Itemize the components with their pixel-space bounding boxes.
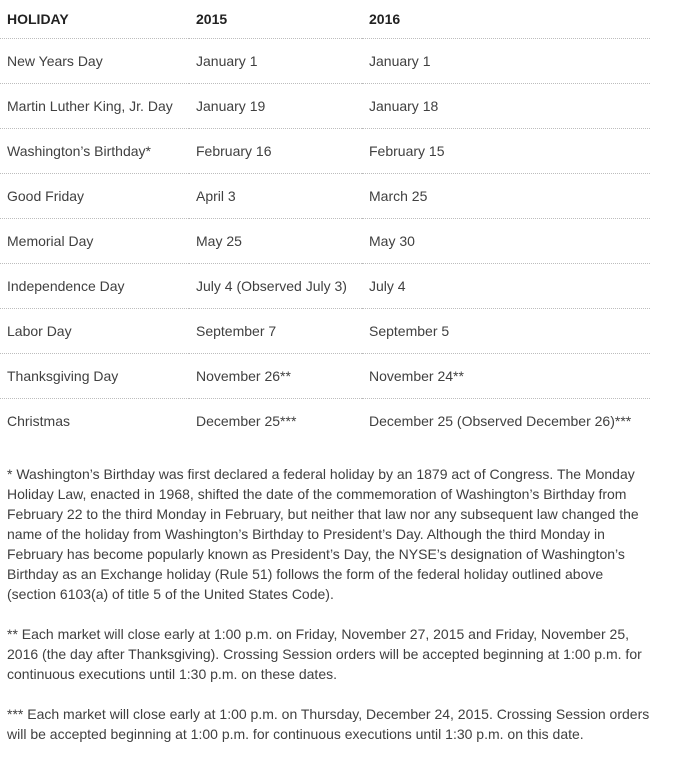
date-2015: September 7: [189, 309, 362, 354]
table-row: [0, 39, 650, 84]
holiday-name: Christmas: [7, 413, 71, 429]
column-header-holiday: HOLIDAY: [0, 0, 189, 39]
date-2015: July 4 (Observed July 3): [189, 264, 362, 309]
table-row: [0, 129, 650, 174]
footnotes: [7, 464, 652, 744]
date-2015: May 25: [189, 219, 362, 264]
footnote-washingtons-birthday: * Washington’s Birthday was first declared a federal holiday by an 1879 act of Congress. The Monday Holiday Law, enacted in 1968, shifted the date of the commemoration of Washington’s Birthday from February 22 to the third Monday in February, but neither that law nor any subsequent law changed the name of the holiday from Washington’s Birthday to President’s Day. Although the third Monday in February has become popularly known as President’s Day, the NYSE’s designation of Washington’s Birthday as an Exchange holiday (Rule 51) follows the form of the federal holiday outlined above (section 6103(a) of title 5 of the United States Code).: [7, 466, 639, 602]
holiday-name: Labor Day: [0, 309, 189, 354]
table-row: [0, 174, 650, 219]
holiday-name: Thanksgiving Day: [0, 354, 189, 399]
holiday-name: New Years Day: [0, 39, 189, 84]
table-row: [0, 219, 650, 264]
date-2015: November 26**: [189, 354, 362, 399]
table-header-row: [0, 0, 650, 39]
holiday-name: Martin Luther King, Jr. Day: [0, 84, 189, 129]
date-2016: May 30: [362, 219, 650, 264]
date-2016: November 24**: [362, 354, 650, 399]
date-2015: December 25***: [196, 413, 297, 429]
date-2015: January 1: [189, 39, 362, 84]
date-2016: January 1: [362, 39, 650, 84]
column-header-2016: 2016: [362, 0, 650, 39]
table-row: [0, 84, 650, 129]
date-2016: February 15: [362, 129, 650, 174]
table-row: [0, 354, 650, 399]
holiday-name: Good Friday: [0, 174, 189, 219]
date-2016: December 25 (Observed December 26)***: [369, 413, 632, 429]
date-2016: January 18: [362, 84, 650, 129]
footnote-christmas-early-close: *** Each market will close early at 1:00 p.m. on Thursday, December 24, 2015. Crossing Session orders will be accepted beginning at 1:00 p.m. for continuous executions until 1:30 p.m. on this date.: [7, 706, 650, 742]
date-2015: April 3: [189, 174, 362, 219]
holiday-name: Washington’s Birthday*: [0, 129, 189, 174]
table-row: [0, 309, 650, 354]
date-2016: July 4: [362, 264, 650, 309]
date-2015: January 19: [189, 84, 362, 129]
date-2015: February 16: [189, 129, 362, 174]
footnote-thanksgiving-early-close: ** Each market will close early at 1:00 p.m. on Friday, November 27, 2015 and Friday, November 25, 2016 (the day after Thanksgiving). Crossing Session orders will be accepted beginning at 1:00 p.m. for continuous executions until 1:30 p.m. on these dates.: [7, 626, 642, 682]
table-row: [0, 399, 650, 444]
date-2016: March 25: [362, 174, 650, 219]
holiday-name: Independence Day: [0, 264, 189, 309]
holiday-name: Memorial Day: [0, 219, 189, 264]
column-header-2015: 2015: [189, 0, 362, 39]
date-2016: September 5: [362, 309, 650, 354]
table-row: [0, 264, 650, 309]
